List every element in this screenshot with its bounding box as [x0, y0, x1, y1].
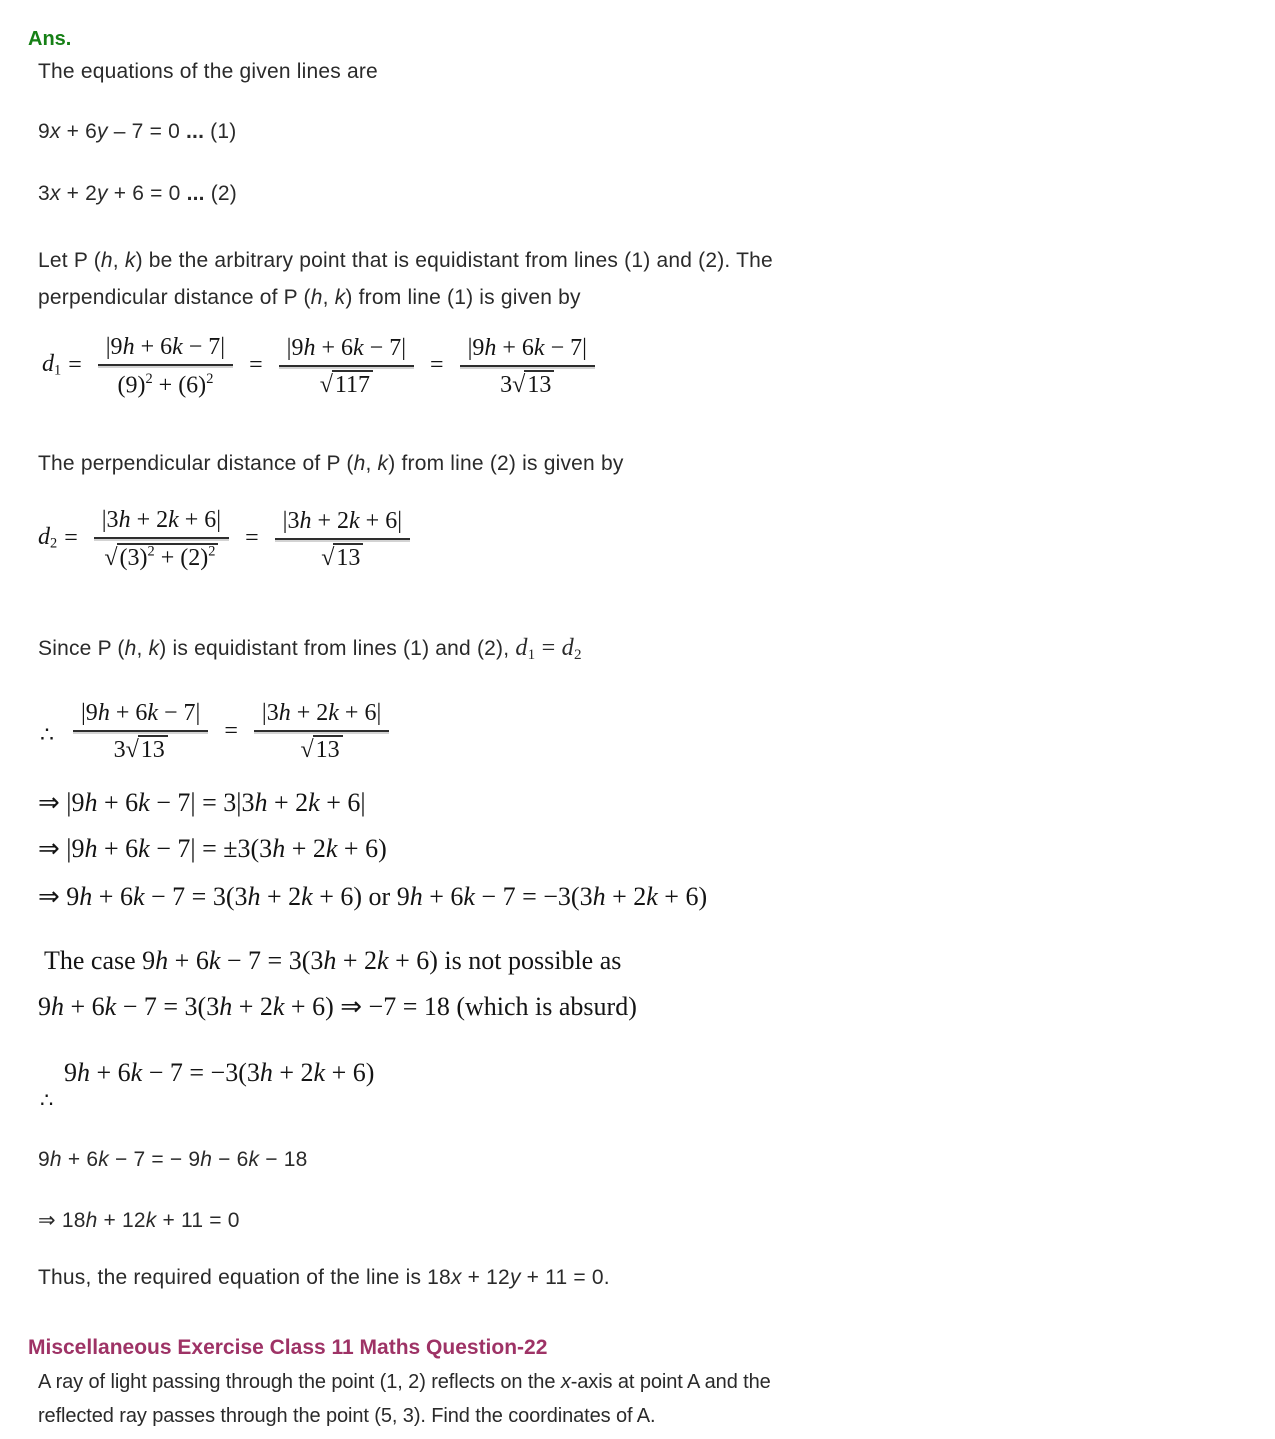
sqrt-sign: √: [321, 544, 335, 571]
equation-expanded: 9h + 6k − 7 = − 9h − 6k − 18: [38, 1148, 308, 1171]
intro-text: The equations of the given lines are: [38, 60, 378, 83]
d1-variable: $d_1$: [42, 351, 62, 379]
equate-frac2-numerator: |3h + 2k + 6|: [254, 698, 389, 732]
paragraph-let-p: [38, 242, 773, 316]
d1-frac2-numerator: |9h + 6k − 7|: [279, 333, 414, 367]
equation-chosen-case: 9h + 6k − 7 = −3(3h + 2k + 6): [64, 1058, 375, 1087]
equals-sign: =: [430, 352, 444, 379]
equals-sign: =: [245, 525, 259, 552]
d1-frac2-denominator: √117: [320, 367, 373, 399]
absurd-statement: 9h + 6k − 7 = 3(3h + 2k + 6) ⇒ −7 = 18 (which is absurd): [38, 992, 637, 1021]
d1-fraction-2: [279, 333, 414, 399]
d1-frac3-denominator: 3√13: [500, 367, 554, 399]
equals-sign: =: [249, 352, 263, 379]
equate-frac1-numerator: |9h + 6k − 7|: [73, 698, 208, 732]
therefore-symbol: ∴: [40, 722, 54, 747]
equation-2: 3x + 2y + 6 = 0 ... (2): [38, 182, 237, 205]
question-text-line1: A ray of light passing through the point (1, 2) reflects on the x-axis at point A and the: [38, 1371, 771, 1393]
sqrt-sign: √: [104, 545, 118, 572]
equate-fraction-2: [254, 698, 389, 764]
equate-frac2-denominator: √13: [301, 732, 343, 764]
formula-d1: [42, 332, 604, 399]
sqrt-sign: √: [512, 371, 526, 398]
question-text-line2: reflected ray passes through the point (5, 3). Find the coordinates of A.: [38, 1405, 656, 1427]
d1-fraction-1: [98, 332, 233, 399]
paragraph-let-p-line2: perpendicular distance of P (h, k) from line (1) is given by: [38, 286, 581, 309]
d2-variable: $d_2$: [38, 524, 58, 552]
equation-result: ⇒ 18h + 12k + 11 = 0: [38, 1209, 240, 1232]
derivation-step-2: ⇒ |9h + 6k − 7| = ±3(3h + 2k + 6): [38, 834, 387, 863]
d2-fraction-1: [94, 505, 229, 572]
equals-sign: =: [64, 525, 78, 552]
equation-1: 9x + 6y – 7 = 0 ... (1): [38, 120, 237, 143]
equals-sign: =: [68, 352, 82, 379]
answer-label: Ans.: [28, 28, 72, 50]
d1-frac1-denominator: $(9)^2 + (6)^2$: [117, 371, 214, 399]
d1-frac3-numerator: |9h + 6k − 7|: [460, 333, 595, 367]
d2-frac1-denominator: $√(3)^2 + (2)^2$: [104, 539, 218, 572]
paragraph-since: Since P (h, k) is equidistant from lines (1) and (2), $d_1 = d_2$: [38, 634, 582, 663]
d1-frac1-numerator: |9h + 6k − 7|: [98, 332, 233, 366]
derivation-step-3: ⇒ 9h + 6k − 7 = 3(3h + 2k + 6) or 9h + 6k − 7 = −3(3h + 2k + 6): [38, 882, 708, 911]
sqrt-sign: √: [300, 737, 314, 763]
next-question-heading: Miscellaneous Exercise Class 11 Maths Question-22: [28, 1336, 548, 1359]
case-statement: The case 9h + 6k − 7 = 3(3h + 2k + 6) is not possible as: [44, 946, 622, 975]
equate-fraction-1: [73, 698, 208, 764]
formula-equate: [38, 698, 398, 764]
therefore-equation-block: [38, 1058, 538, 1122]
equals-sign: =: [224, 717, 238, 744]
paragraph-let-p-line1: Let P (h, k) be the arbitrary point that is equidistant from lines (1) and (2). The: [38, 249, 773, 272]
paragraph-perp-line2: The perpendicular distance of P (h, k) from line (2) is given by: [38, 452, 624, 475]
d2-frac1-numerator: |3h + 2k + 6|: [94, 505, 229, 539]
d2-frac2-numerator: |3h + 2k + 6|: [275, 506, 410, 540]
equate-frac1-denominator: 3√13: [114, 732, 168, 764]
d2-frac2-denominator: √13: [321, 540, 363, 572]
d1-fraction-3: [460, 333, 595, 399]
therefore-symbol: ∴: [40, 1088, 54, 1112]
conclusion-text: Thus, the required equation of the line is 18x + 12y + 11 = 0.: [38, 1266, 610, 1289]
derivation-step-1: ⇒ |9h + 6k − 7| = 3|3h + 2k + 6|: [38, 788, 366, 817]
sqrt-sign: √: [319, 371, 333, 398]
formula-d2: [38, 505, 419, 572]
d2-fraction-2: [275, 506, 410, 572]
sqrt-sign: √: [125, 737, 139, 763]
